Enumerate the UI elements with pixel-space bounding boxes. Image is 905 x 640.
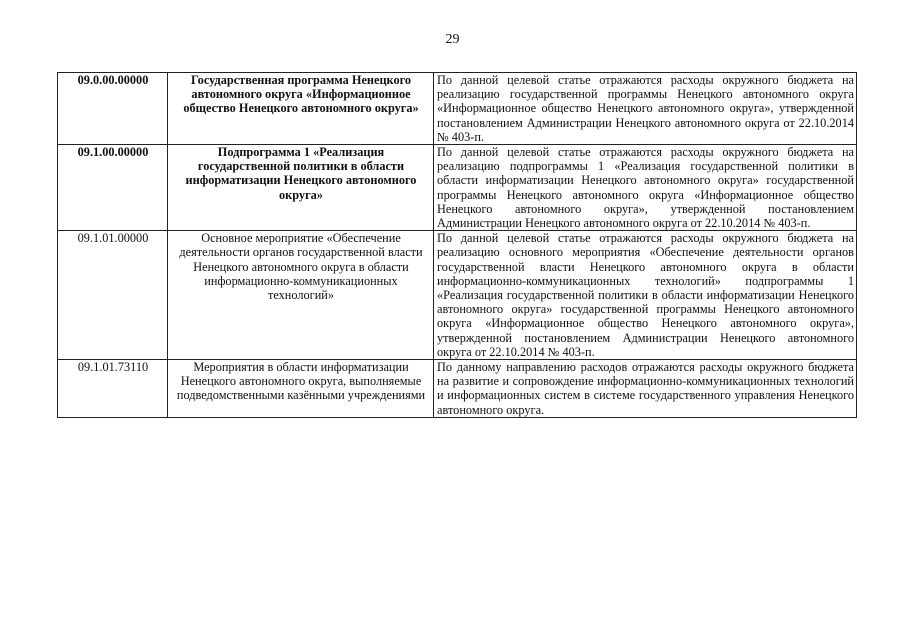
row-description: По данной целевой статье отражаются расходы окружного бюджета на реализацию подпрограммы 1 «Реализация государственной политики в области информатизации Ненецкого автономного округа» государственной программы Ненецкого автономного округа «Информационное общество Ненецкого автономного округа», утвержденной постановлением Администрации Ненецкого автономного округа от 22.10.2014 № 403-п.: [434, 145, 857, 231]
row-code: 09.1.01.00000: [58, 231, 168, 360]
row-name: Основное мероприятие «Обеспечение деятельности органов государственной власти Ненецкого автономного округа в области информационно-коммуникационных технологий»: [168, 231, 434, 360]
row-name: Государственная программа Ненецкого автономного округа «Информационное общество Ненецкого автономного округа»: [168, 73, 434, 145]
row-code: 09.1.00.00000: [58, 145, 168, 231]
page-number: 29: [445, 32, 460, 47]
row-name: Мероприятия в области информатизации Ненецкого автономного округа, выполняемые подведомственными казёнными учреждениями: [168, 360, 434, 418]
row-code: 09.1.01.73110: [58, 360, 168, 418]
table-row: [58, 145, 857, 231]
budget-classification-table: [57, 72, 857, 418]
table-row: [58, 231, 857, 360]
row-description: По данному направлению расходов отражаются расходы окружного бюджета на развитие и сопровождение информационно-коммуникационных технологий и информационных систем в системе государственного управления Ненецкого автономного округа.: [434, 360, 857, 418]
row-code: 09.0.00.00000: [58, 73, 168, 145]
row-description: По данной целевой статье отражаются расходы окружного бюджета на реализацию основного мероприятия «Обеспечение деятельности органов государственной власти Ненецкого автономного округа в области информационно-коммуникационных технологий» подпрограммы 1 «Реализация государственной политики в области информатизации Ненецкого автономного округа» государственной программы Ненецкого автономного округа «Информационное общество Ненецкого автономного округа», утвержденной постановлением Администрации Ненецкого автономного округа от 22.10.2014 № 403-п.: [434, 231, 857, 360]
table-row: [58, 360, 857, 418]
table-row: [58, 73, 857, 145]
row-description: По данной целевой статье отражаются расходы окружного бюджета на реализацию государственной программы Ненецкого автономного округа «Информационное общество Ненецкого автономного округа», утвержденной постановлением Администрации Ненецкого автономного округа от 22.10.2014 № 403-п.: [434, 73, 857, 145]
row-name: Подпрограмма 1 «Реализация государственной политики в области информатизации Ненецкого автономного округа»: [168, 145, 434, 231]
